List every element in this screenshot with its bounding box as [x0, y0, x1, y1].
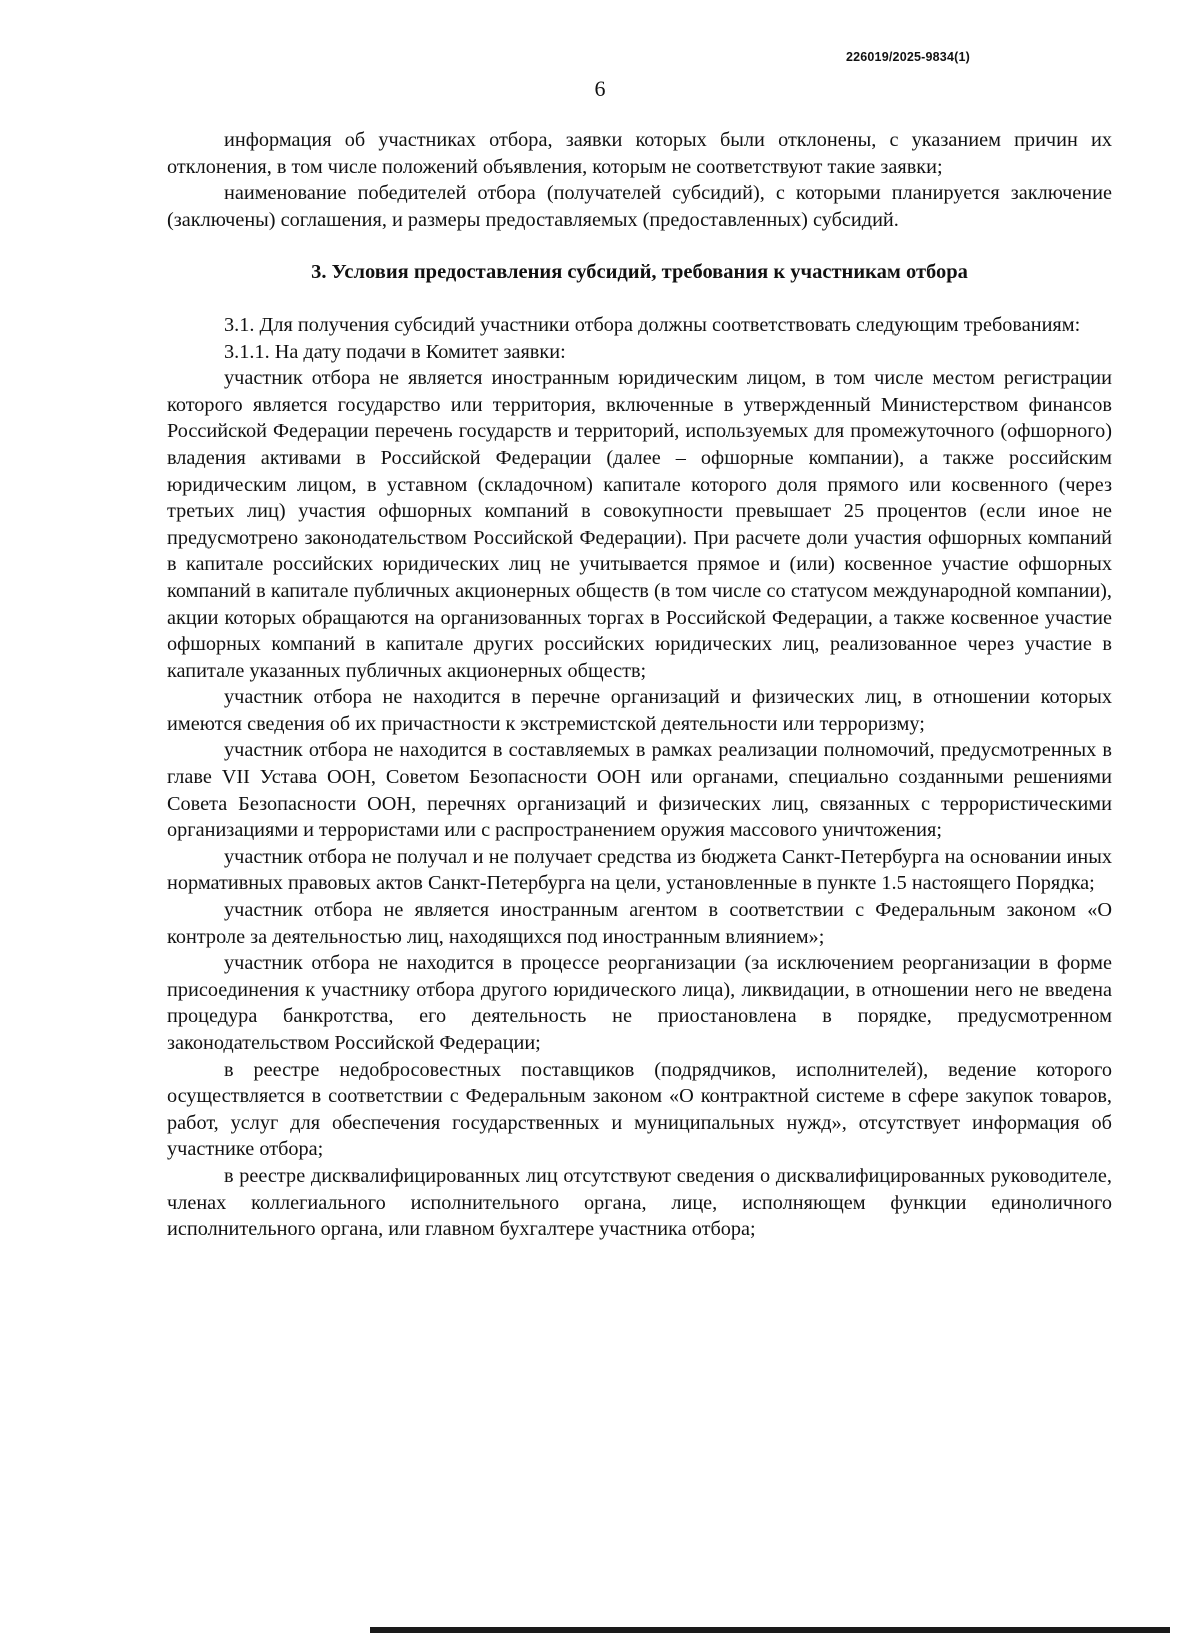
paragraph: в реестре недобросовестных поставщиков (подрядчиков, исполнителей), ведение которого осуществляется в соответствии с Федеральным законом «О контрактной системе в сфере закупок товаров, работ, услуг для обеспечения государственных и муниципальных нужд», отсутствует информация об участнике отбора; — [167, 1058, 1112, 1161]
paragraph: 3.1. Для получения субсидий участники отбора должны соответствовать следующим требованиям: — [224, 313, 1081, 336]
paragraph: в реестре дисквалифицированных лиц отсутствуют сведения о дисквалифицированных руководителе, членах коллегиального исполнительного органа, лице, исполняющем функции единоличного исполнительного органа, или главном бухгалтере участника отбора; — [167, 1164, 1112, 1241]
scan-edge-line — [370, 1627, 1170, 1633]
paragraph: наименование победителей отбора (получателей субсидий), с которыми планируется заключение (заключены) соглашения, и размеры предоставляемых (предоставленных) субсидий. — [167, 182, 1112, 231]
page-number: 6 — [594, 76, 606, 101]
document-body — [167, 127, 1112, 1243]
paragraph: участник отбора не находится в процессе реорганизации (за исключением реорганизации в форме присоединения к участнику отбора другого юридического лица), ликвидации, в отношении него не введена процедура банкротства, его деятельность не приостановлена в порядке, предусмотренном законодательством Российской Федерации; — [167, 952, 1112, 1054]
paragraph: участник отбора не находится в составляемых в рамках реализации полномочий, предусмотренных в главе VII Устава ООН, Советом Безопасности ООН или органами, специально созданными решениями Совета Безопасности ООН, перечнях организаций и физических лиц, связанных с террористическими организациями и террористами или с распространением оружия массового уничтожения; — [167, 739, 1112, 842]
paragraph: информация об участниках отбора, заявки которых были отклонены, с указанием причин их отклонения, в том числе положений объявления, которым не соответствуют такие заявки; — [167, 129, 1112, 178]
document-id: 226019/2025-9834(1) — [845, 50, 970, 64]
paragraph: участник отбора не находится в перечне организаций и физических лиц, в отношении которых имеются сведения об их причастности к экстремистской деятельности или терроризму; — [167, 686, 1112, 735]
paragraph: участник отбора не является иностранным агентом в соответствии с Федеральным законом «О контроле за деятельностью лиц, находящихся под иностранным влиянием»; — [167, 899, 1112, 948]
paragraph: 3.1.1. На дату подачи в Комитет заявки: — [224, 340, 566, 363]
paragraph: участник отбора не получал и не получает средства из бюджета Санкт-Петербурга на основании иных нормативных правовых актов Санкт-Петербурга на цели, установленные в пункте 1.5 настоящего Порядка; — [167, 845, 1112, 895]
section-heading: 3. Условия предоставления субсидий, требования к участникам отбора — [311, 261, 968, 284]
paragraph: участник отбора не является иностранным юридическим лицом, в том числе местом регистрации которого является государство или территория, включенные в утвержденный Министерством финансов Российской Федерации перечень государств и территорий, используемых для промежуточного (офшорного) владения активами в Российской Федерации (далее – офшорные компании), а также российским юридическим лицом, в уставном (складочном) капитале которого доля прямого или косвенного (через третьих лиц) участия офшорных компаний в совокупности превышает 25 процентов (если иное не предусмотрено законодательством Российской Федерации). При расчете доли участия офшорных компаний в капитале российских юридических лиц не учитывается прямое и (или) косвенное участие офшорных компаний в капитале публичных акционерных обществ (в том числе со статусом международной компании), акции которых обращаются на организованных торгах в Российской Федерации, а также косвенное участие офшорных компаний в капитале других российских юридических лиц, реализованное через участие в капитале указанных публичных акционерных обществ; — [167, 367, 1112, 682]
